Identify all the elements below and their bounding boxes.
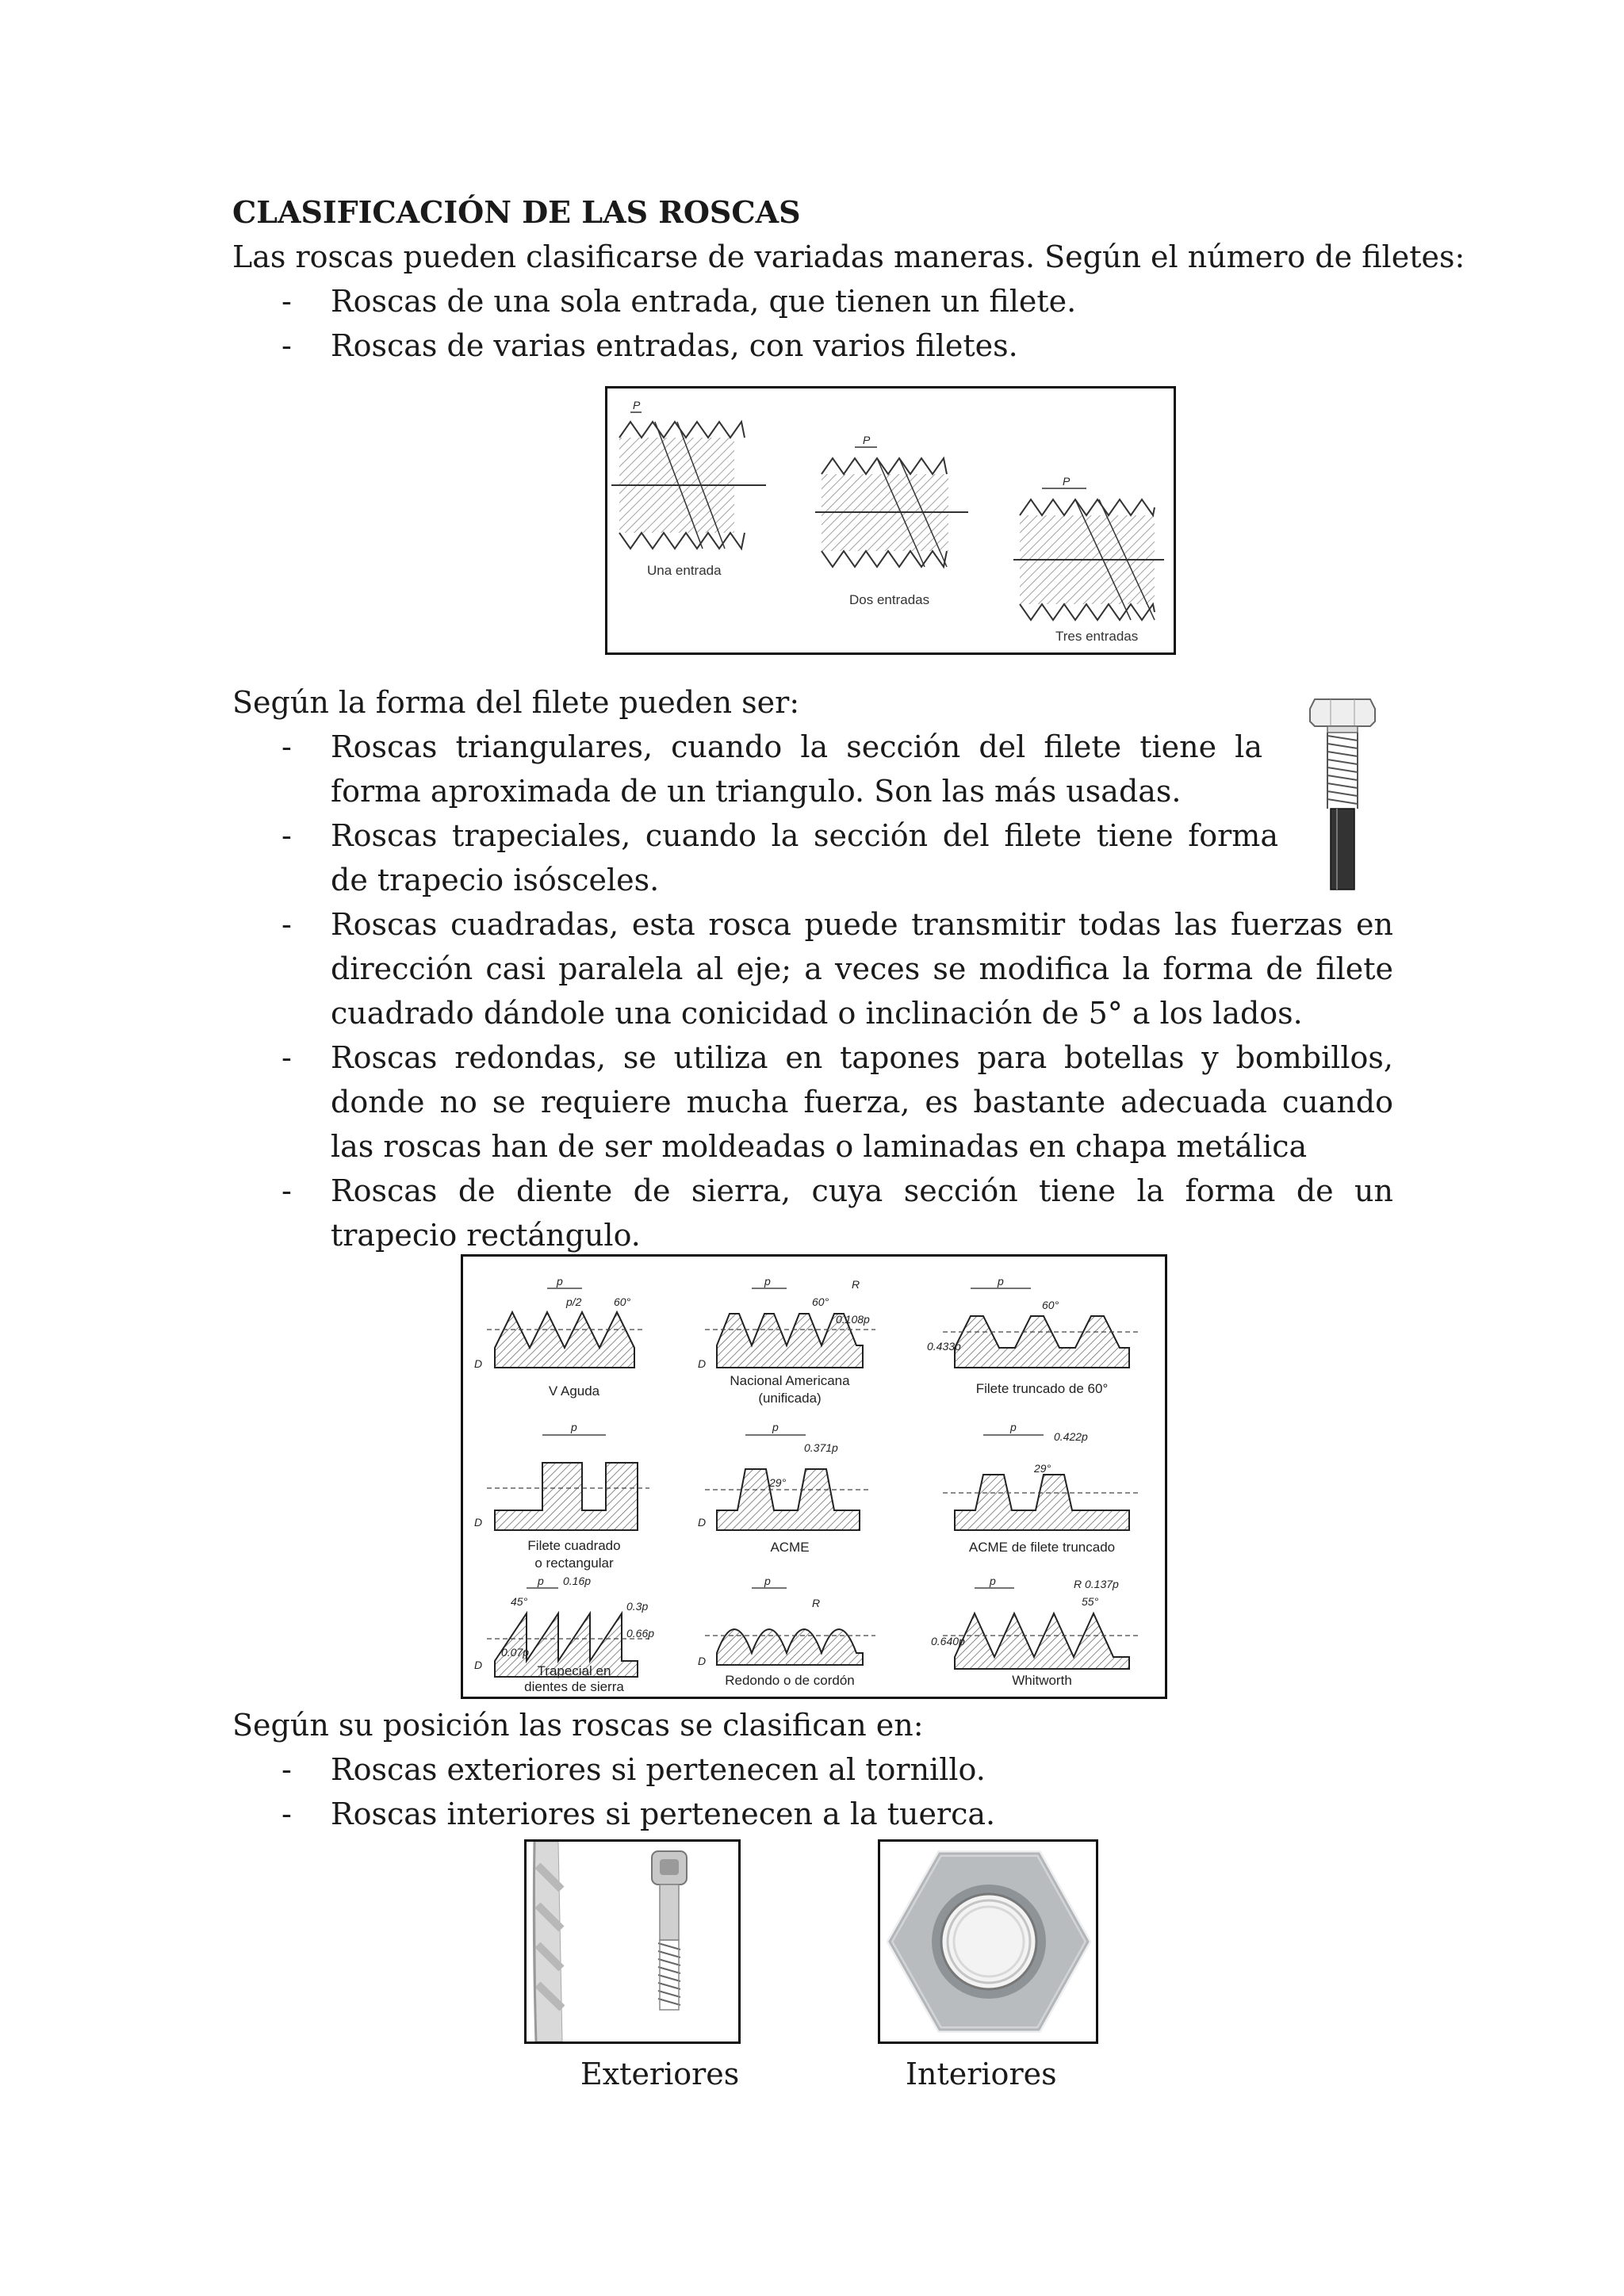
triple-start-thread — [1013, 475, 1164, 644]
list-dash: - — [282, 1173, 292, 1208]
screw-illustration — [527, 1842, 738, 2042]
depth-label: D — [698, 1357, 707, 1370]
list-dash: - — [282, 1752, 292, 1787]
pitch-label: P — [633, 399, 641, 411]
pitch-label: p — [998, 1275, 1004, 1288]
depth-label: D — [474, 1516, 483, 1529]
double-start-thread — [815, 434, 968, 607]
caption-sierra-1: Trapecial en — [537, 1663, 611, 1678]
list-item: Roscas exteriores si pertenecen al tornillo. — [331, 1752, 986, 1787]
forma-intro: Según la forma del filete pueden ser: — [232, 685, 800, 720]
intro-paragraph: Las roscas pueden clasificarse de variadas maneras. Según el número de filetes: — [232, 239, 1465, 274]
depth-label: D — [474, 1357, 483, 1370]
profile-whitworth — [931, 1575, 1141, 1688]
profile-diente-sierra — [474, 1575, 654, 1694]
list-item: Roscas trapeciales, cuando la sección del filete tiene forma de trapecio isósceles. — [331, 818, 1278, 897]
width-ratio-label: 0.422p — [1054, 1430, 1088, 1443]
profile-redondo — [698, 1575, 875, 1688]
profile-filete-cuadrado — [474, 1421, 649, 1571]
profile-v-aguda — [474, 1275, 645, 1399]
caption-cuadrado-1: Filete cuadrado — [527, 1538, 621, 1553]
list-item: Roscas de diente de sierra, cuya sección tiene la forma de un trapecio rectángulo. — [331, 1173, 1393, 1253]
caption-acme-truncado: ACME de filete truncado — [968, 1540, 1116, 1555]
radius-label: R 0.137p — [1074, 1578, 1119, 1590]
list-item: Roscas de una sola entrada, que tienen un filete. — [331, 284, 1077, 319]
list-dash: - — [282, 1040, 292, 1075]
list-dash: - — [282, 729, 292, 764]
radius-r-label: R — [812, 1597, 821, 1609]
depth-label: D — [698, 1516, 707, 1529]
angle-label: 60° — [614, 1295, 631, 1308]
depth-label: D — [698, 1655, 707, 1667]
page-title: CLASIFICACIÓN DE LAS ROSCAS — [232, 194, 801, 230]
nut-illustration — [880, 1842, 1096, 2042]
thread-profiles-diagram — [463, 1257, 1165, 1697]
pitch-label: p — [772, 1421, 779, 1433]
width-ratio-label: 0.371p — [804, 1441, 838, 1454]
profile-acme — [698, 1421, 871, 1555]
list-dash: - — [282, 1797, 292, 1831]
angle-label: 60° — [812, 1295, 829, 1308]
depth-ratio-label: 0.640p — [931, 1635, 965, 1647]
caption-nacional-2: (unificada) — [758, 1391, 822, 1406]
pitch-label: p — [538, 1575, 544, 1587]
list-item: Roscas redondas, se utiliza en tapones para botellas y bombillos, donde no se requiere mucha fuerza, es bastante adecuada cuando las roscas han de ser moldeadas o laminadas en chapa metálica — [331, 1040, 1393, 1164]
list-dash: - — [282, 818, 292, 853]
pitch-label: p — [557, 1275, 563, 1288]
bolt-image — [1307, 698, 1378, 892]
list-item: Roscas de varias entradas, con varios filetes. — [331, 328, 1018, 363]
thread-entries-diagram — [607, 388, 1174, 652]
depth-ratio-label: 0.433p — [927, 1340, 961, 1353]
radius-label: 0.108p — [836, 1313, 870, 1326]
pitch-label: p — [990, 1575, 996, 1587]
caption-filete-truncado: Filete truncado de 60° — [975, 1381, 1109, 1396]
angle-label: 55° — [1082, 1595, 1099, 1608]
exterior-thread-photo — [524, 1839, 741, 2044]
profile-acme-truncado — [943, 1421, 1141, 1555]
list-dash: - — [282, 907, 292, 942]
thread-entries-figure — [605, 386, 1176, 655]
angle-label: 45° — [511, 1595, 528, 1608]
pitch-label: P — [1063, 475, 1071, 488]
thread-profiles-figure — [461, 1254, 1167, 1699]
caption-dos-entradas: Dos entradas — [849, 592, 930, 607]
half-pitch-label: p/2 — [566, 1295, 582, 1308]
caption-redondo: Redondo o de cordón — [725, 1673, 855, 1688]
list-dash: - — [282, 328, 292, 363]
depth-label: D — [474, 1659, 483, 1671]
caption-v-aguda: V Aguda — [548, 1383, 600, 1399]
profile-nacional-americana — [698, 1275, 875, 1406]
caption-una-entrada: Una entrada — [647, 563, 722, 578]
caption-nacional-1: Nacional Americana — [730, 1373, 850, 1388]
caption-sierra-2: dientes de sierra — [524, 1679, 624, 1694]
caption-exteriores: Exteriores — [580, 2057, 740, 2091]
pitch-label: P — [863, 434, 871, 446]
posicion-intro: Según su posición las roscas se clasifican en: — [232, 1708, 924, 1743]
pitch-label: p — [571, 1421, 577, 1433]
pitch-label: p — [764, 1275, 771, 1288]
list-item: Roscas cuadradas, esta rosca puede transmitir todas las fuerzas en dirección casi paralela al eje; a veces se modifica la forma de filete cuadrado dándole una conicidad o inclinación de 5° a los lados. — [331, 907, 1393, 1031]
ratio-label: 0.16p — [563, 1575, 592, 1587]
caption-acme: ACME — [770, 1540, 810, 1555]
ratio-label: 0.66p — [626, 1627, 655, 1640]
pitch-label: p — [1010, 1421, 1017, 1433]
caption-tres-entradas: Tres entradas — [1055, 629, 1139, 644]
list-item: Roscas triangulares, cuando la sección del filete tiene la forma aproximada de un triangulo. Son las más usadas. — [331, 729, 1262, 809]
angle-label: 29° — [769, 1476, 787, 1489]
single-start-thread — [611, 399, 766, 578]
ratio-label: 0.07p — [501, 1646, 530, 1659]
angle-label: 60° — [1042, 1299, 1059, 1311]
ratio-label: 0.3p — [626, 1600, 649, 1613]
radius-r-label: R — [852, 1278, 860, 1291]
list-dash: - — [282, 284, 292, 319]
interior-thread-photo — [878, 1839, 1098, 2044]
caption-interiores: Interiores — [906, 2057, 1057, 2091]
list-item: Roscas interiores si pertenecen a la tuerca. — [331, 1797, 996, 1831]
angle-label: 29° — [1034, 1462, 1051, 1475]
profile-filete-truncado — [927, 1275, 1141, 1396]
caption-whitworth: Whitworth — [1012, 1673, 1072, 1688]
caption-cuadrado-2: o rectangular — [534, 1556, 614, 1571]
pitch-label: p — [764, 1575, 771, 1587]
